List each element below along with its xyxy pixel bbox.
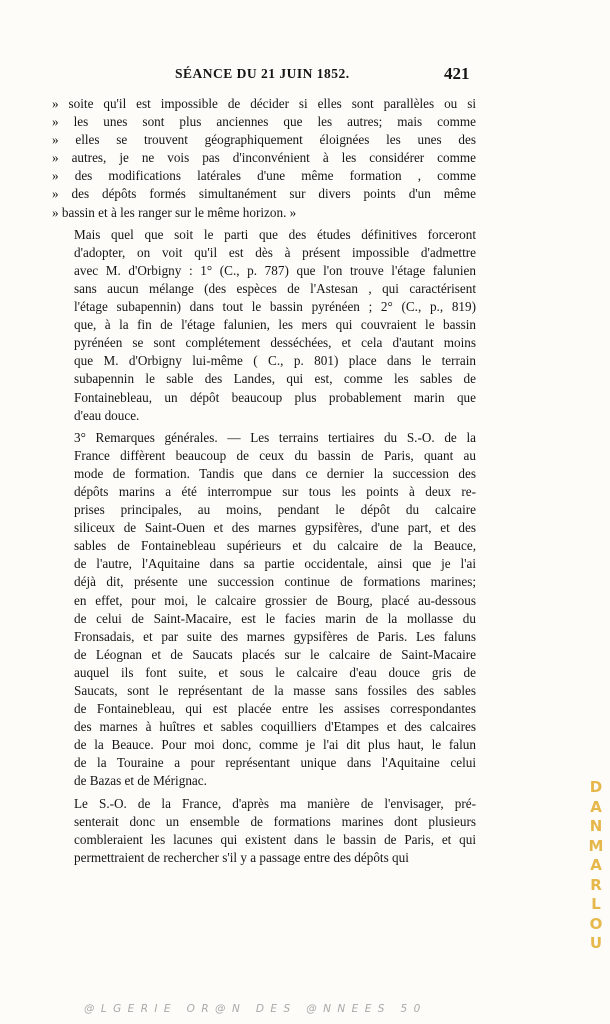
watermark-letter: O [589, 914, 603, 933]
text-line: de Fontainebleau, qui est placée entre les assises correspondantes [74, 701, 476, 717]
text-line: que M. d'Orbigny lui-même ( C., p. 801) place dans le terrain [74, 353, 476, 369]
text-line: déjà dit, présente une succession continue de formations marines; [74, 574, 476, 590]
text-line: auquel ils font suite, et sous le calcaire d'eau douce gris de [74, 664, 476, 680]
text-line: Mais quel que soit le parti que des études définitives forceront [74, 226, 476, 242]
text-line: siliceux de Saint-Ouen et des marnes gypsifères, d'une part, et des [74, 520, 476, 536]
watermark-letter: D [589, 778, 603, 796]
text-line: sables de Fontainebleau supérieurs et du calcaire de la Beauce, [74, 538, 476, 554]
text-line: de Bazas et de Mérignac. [74, 773, 207, 789]
text-line: 3° Remarques générales. — Les terrains tertiaires du S.-O. de la [74, 429, 476, 445]
text-line: avec M. d'Orbigny : 1° (C., p. 787) que l'on trouve l'étage falunien [74, 262, 476, 278]
text-line: » les unes sont plus anciennes que les autres; mais comme [52, 114, 476, 130]
text-line: d'eau douce. [74, 407, 140, 423]
text-line: que, à la fin de l'étage falunien, les mers qui couvraient le bassin [74, 317, 476, 333]
text-line: des marnes à huîtres et sables coquilliers d'Etampes et des calcaires [74, 719, 476, 735]
text-line: de celui de Saint-Macaire, est le facies marin de la mollasse du [74, 610, 476, 626]
watermark-letter: N [589, 817, 603, 835]
paragraph [52, 795, 476, 867]
watermark-letter: R [590, 875, 602, 894]
text-line: de l'autre, l'Aquitaine dans sa partie occidentale, ainsi que je l'ai [74, 556, 476, 572]
watermark-letter: A [590, 856, 602, 874]
paragraph [52, 95, 476, 222]
paragraph [52, 226, 476, 425]
text-line: de la Beauce. Pour moi donc, comme je l'ai dit plus haut, le falun [74, 737, 476, 753]
text-line: subapennin le sable des Landes, qui est, comme les sables de [74, 371, 476, 387]
text-line: » elles se trouvent géographiquement éloignées les unes des [52, 132, 476, 148]
text-line: Fontainebleau, un dépôt beaucoup plus probablement marin que [74, 389, 476, 405]
text-line: Fronsadais, et par suite des marnes gypsifères de Paris. Les faluns [74, 628, 476, 644]
text-line: de la Touraine a pour représentant unique dans l'Aquitaine celui [74, 755, 476, 771]
text-line: prises principales, au moins, pendant le dépôt du calcaire [74, 502, 476, 518]
bottom-watermark: @LGERIE OR@N DES @NNEES 50 [84, 1003, 427, 1015]
text-line: Le S.-O. de la France, d'après ma manière de l'envisager, pré- [74, 795, 476, 811]
text-line: combleraient les lacunes qui existent dans le bassin de Paris, et qui [74, 831, 476, 847]
page-number: 421 [444, 64, 470, 83]
text-line: Saucats, sont le représentant de la masse sans fossiles des sables [74, 683, 476, 698]
text-line: pyrénéen se sont complétement desséchées, et cela d'autant moins [74, 335, 476, 351]
text-line: » soite qu'il est impossible de décider si elles sont parallèles ou si [52, 96, 476, 111]
watermark-letter: U [589, 934, 603, 952]
text-line: en effet, pour moi, le calcaire grossier de Bourg, placé au-dessous [74, 592, 476, 608]
text-line: » autres, je ne vois pas d'inconvénient à les considérer comme [52, 150, 476, 166]
text-line: l'étage subapennin) dans tout le bassin pyrénéen ; 2° (C., p., 819) [74, 299, 476, 315]
text-line: senterait donc un ensemble de formations marines dont plusieurs [74, 813, 476, 829]
text-line: » bassin et à les ranger sur le même horizon. » [52, 204, 297, 220]
page-header [0, 66, 610, 88]
watermark-letter: L [591, 895, 601, 913]
text-line: » des dépôts formés simultanément sur divers points d'un même [52, 186, 476, 202]
text-line: France diffèrent beaucoup de ceux du bassin de Paris, quant au [74, 447, 476, 463]
text-line: permettraient de rechercher s'il y a passage entre des dépôts qui [74, 849, 409, 865]
watermark-letter: A [590, 797, 602, 816]
text-line: mode de formation. Tandis que dans ce dernier la succession des [74, 465, 476, 481]
running-title: SÉANCE DU 21 JUIN 1852. [175, 66, 350, 81]
paragraph [52, 429, 476, 791]
side-watermark [586, 778, 606, 954]
body-text [52, 95, 476, 871]
watermark-letter: M [588, 836, 604, 855]
text-line: d'adopter, on voit qu'il est dès à présent impossible d'admettre [74, 244, 476, 260]
text-line: sans aucun mélange (des espèces de l'Astesan , qui caractérisent [74, 280, 476, 296]
text-line: dépôts marins a été interrompue sur tous les points à deux re- [74, 483, 476, 499]
text-line: » des modifications latérales d'une même formation , comme [52, 168, 476, 184]
text-line: de Léognan et de Saucats placés sur le calcaire de Saint-Macaire [74, 646, 476, 662]
